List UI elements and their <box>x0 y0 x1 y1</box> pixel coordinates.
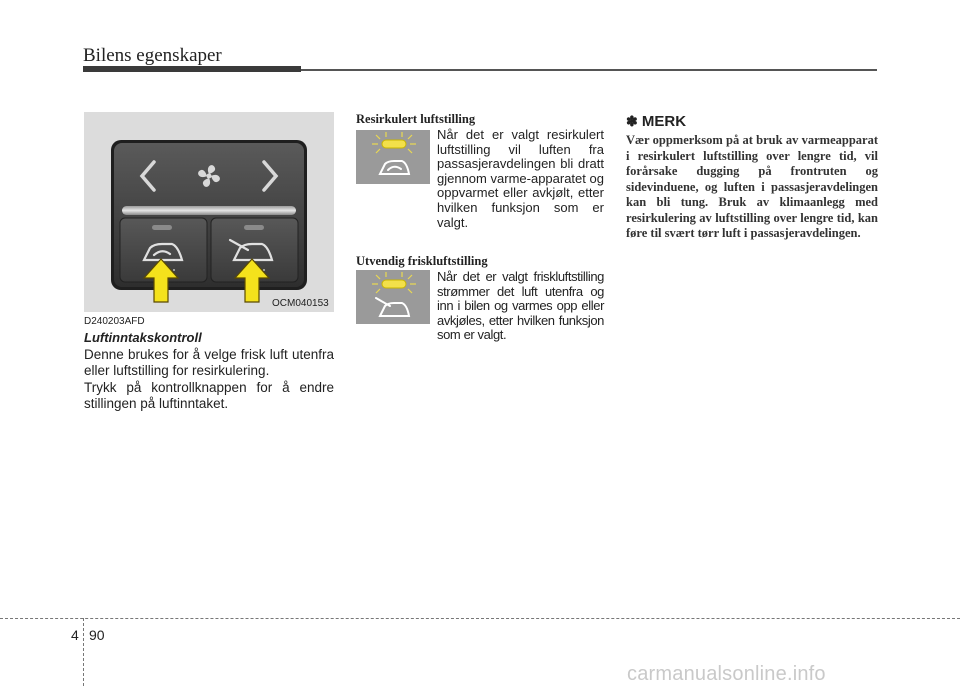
page-header-title: Bilens egenskaper <box>83 45 222 66</box>
watermark: carmanualsonline.info <box>627 663 826 685</box>
fresh-air-indicator-image <box>356 270 430 324</box>
recirculation-mode-text: Når det er valgt resirkulert luftstilling vil luften fra passasjeravdelingen bli dratt gjennom varme-apparatet og oppvarmet eller avkjølt, etter hvilken funksjon som er valgt. <box>437 127 604 230</box>
note-heading-text: MERK <box>641 113 687 130</box>
recirculation-indicator-icon <box>152 225 172 230</box>
note-text: Vær oppmerksom på at bruk av varmeapparat i resirkulert luftstilling over lengre tid, vil forårsake dugging på frontruten og sidevinduene, og luften i passasjeravdelingen kan bli tung. Bruk av klimaanlegg med resirkulering av luftstilling over lengre tid, kan føre til svært tørr luft i passasjeravdelingen. <box>626 133 878 240</box>
section-paragraph: Denne brukes for å velge frisk luft utenfra eller luftstilling for resirkulering. <box>84 347 334 378</box>
page-number: 90 <box>89 627 105 643</box>
fresh-air-car-icon <box>376 298 409 316</box>
section-code: D240203AFD <box>84 316 145 327</box>
air-intake-control-figure <box>84 112 334 312</box>
fresh-air-mode-heading: Utvendig friskluftstilling <box>356 254 488 268</box>
recirculation-indicator-image <box>356 130 430 184</box>
figure-code: OCM040153 <box>272 298 329 309</box>
fresh-air-indicator-icon <box>244 225 264 230</box>
header-rule-thin <box>301 69 877 71</box>
section-paragraph: Trykk på kontrollknappen for å endre stillingen på luftinntaket. <box>84 380 334 411</box>
footer-divider-horizontal <box>0 618 960 619</box>
recirculation-mode-heading: Resirkulert luftstilling <box>356 112 476 126</box>
note-heading <box>626 113 686 130</box>
fresh-air-mode-text: Når det er valgt friskluftstilling strømmer det luft utenfra og inn i bilen og varmes opp eller avkjøles, etter hvilken funksjon som er valgt. <box>437 269 604 343</box>
footer-divider-vertical <box>83 618 84 686</box>
note-symbol-icon: ✽ <box>626 113 638 129</box>
chrome-trim-bar <box>122 206 296 215</box>
control-panel-illustration <box>84 112 334 312</box>
recirculation-car-icon <box>380 161 409 174</box>
header-rule-thick <box>83 66 301 72</box>
section-heading: Luftinntakskontroll <box>84 330 202 345</box>
chapter-number: 4 <box>71 627 79 643</box>
